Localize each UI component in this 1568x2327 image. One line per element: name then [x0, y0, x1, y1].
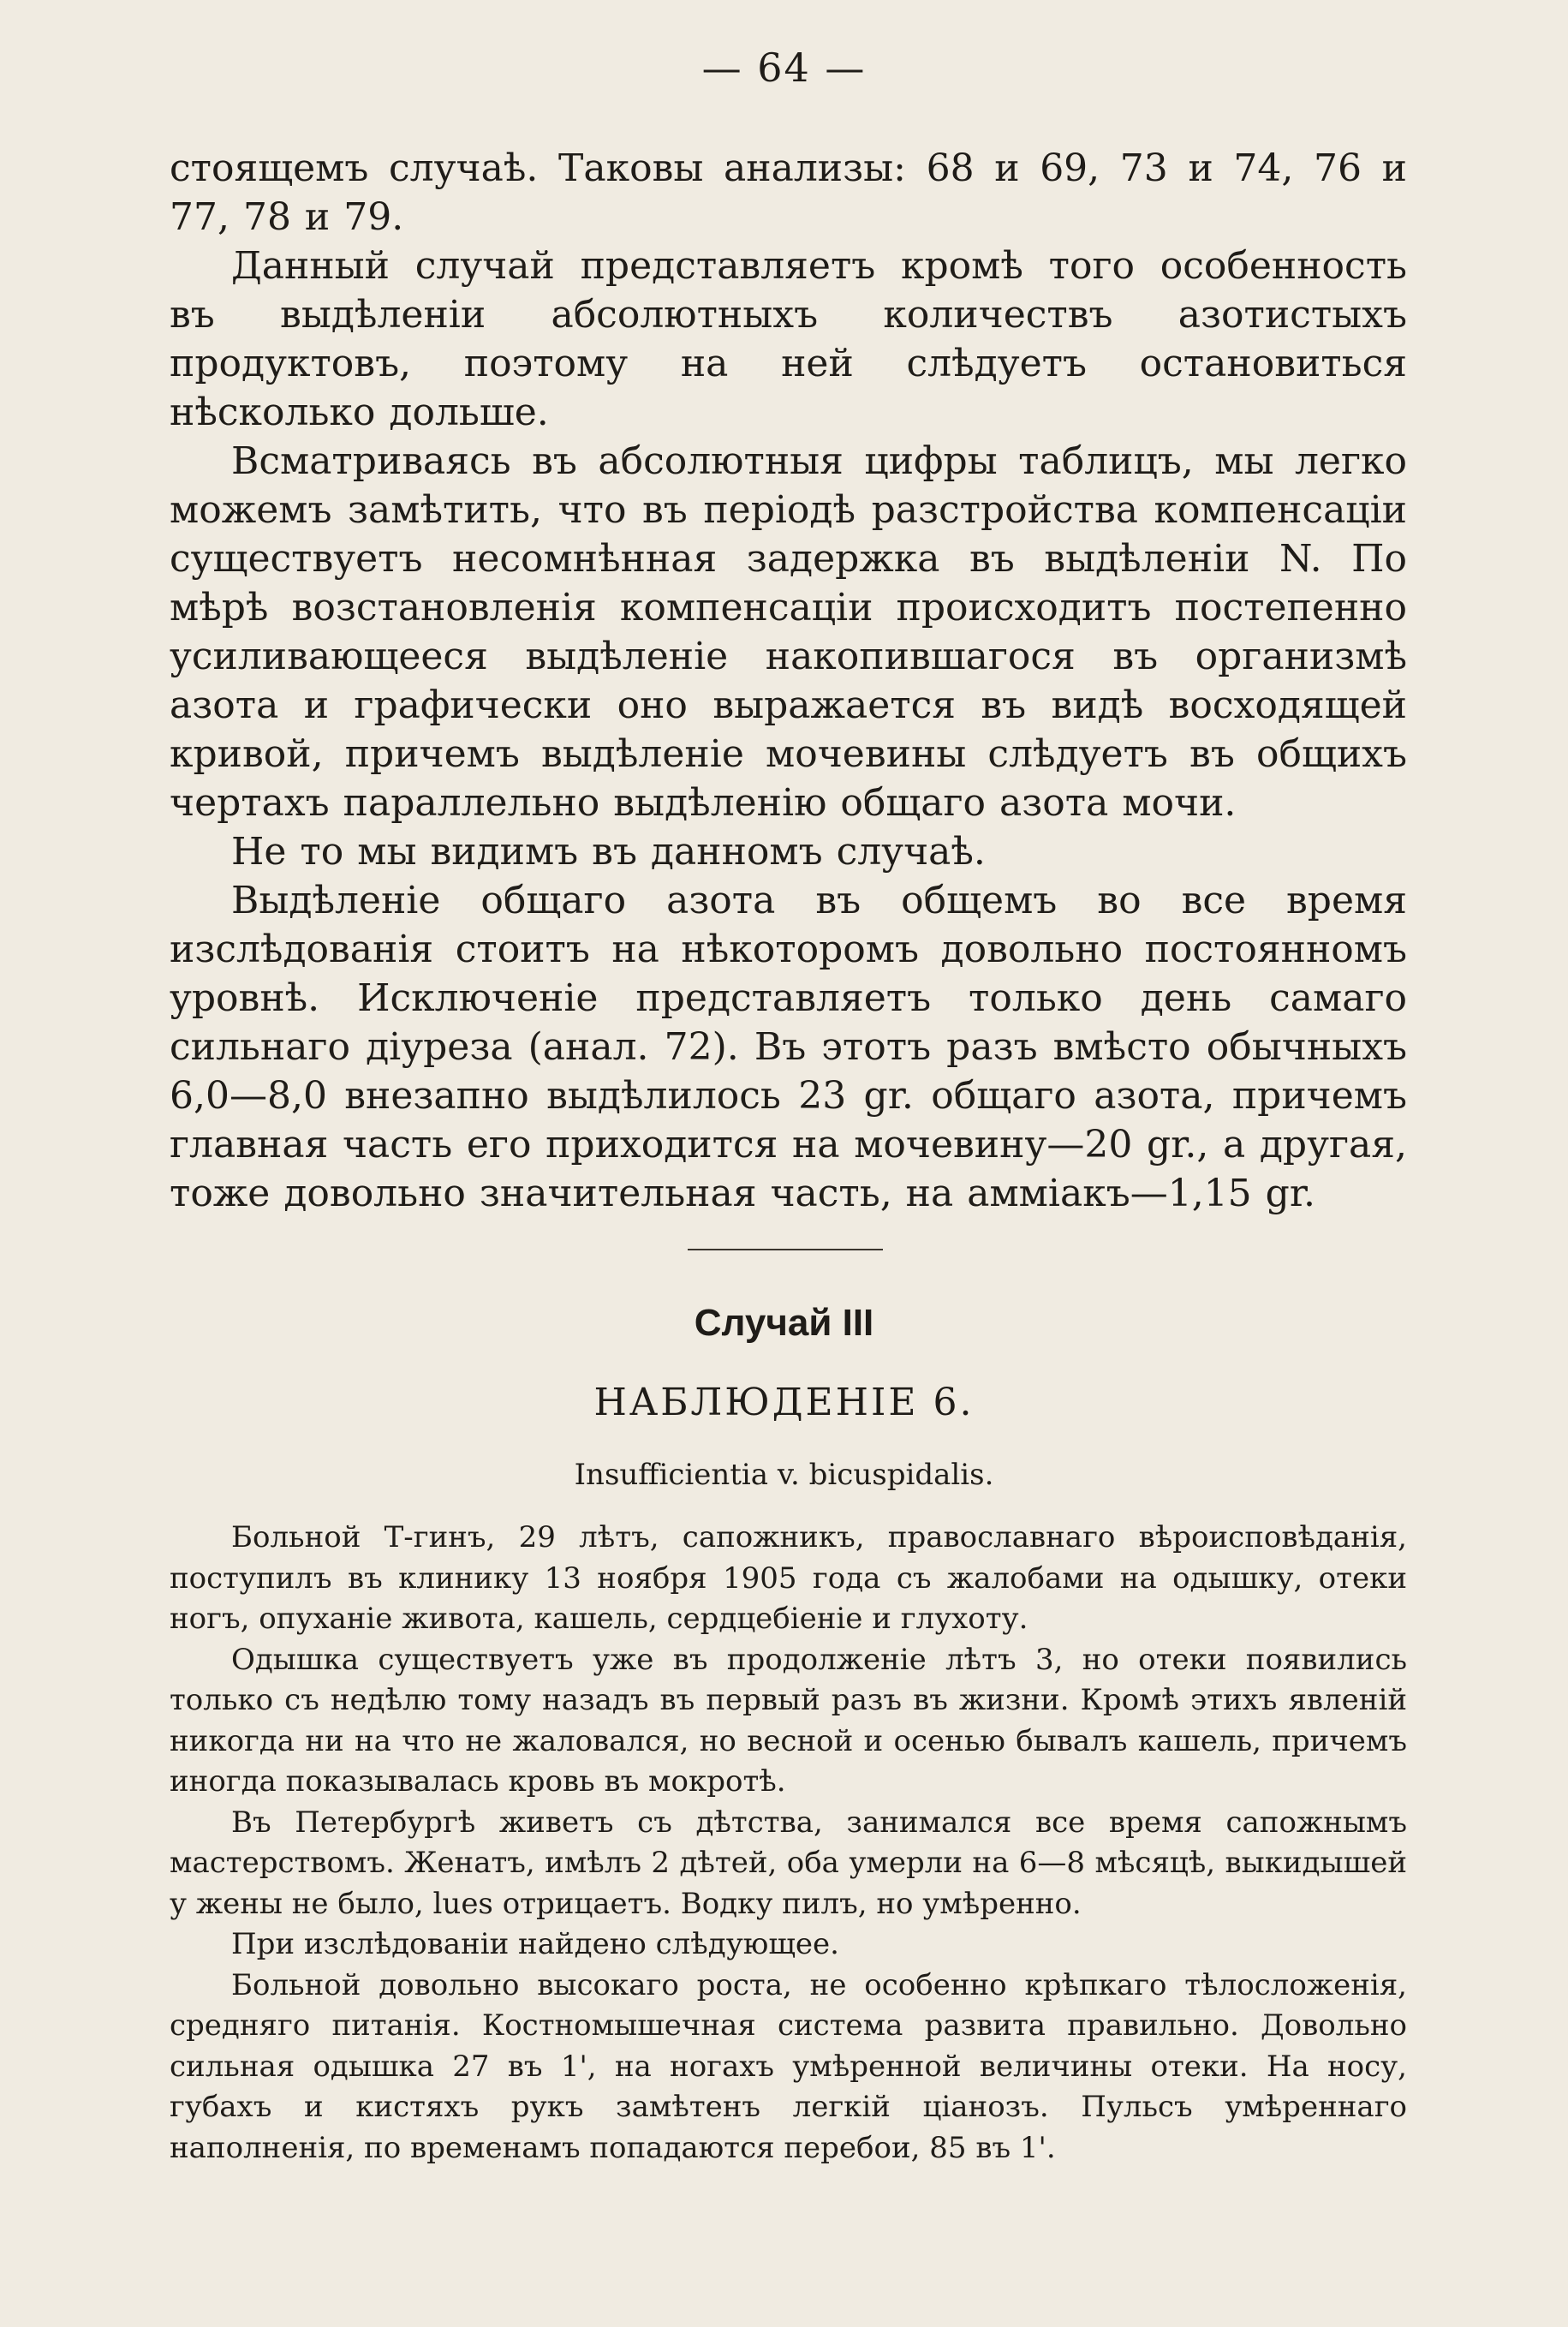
section-divider [688, 1249, 883, 1250]
case-history-block [170, 1518, 1407, 2169]
diagnosis-subtitle: Insufficientia v. bicuspidalis. [574, 1458, 994, 1492]
main-text-block [170, 144, 1407, 1218]
paragraph: Данный случай представляетъ кромѣ того особенность въ выдѣленіи абсолютныхъ количествъ азотистыхъ продуктовъ, поэтому на ней слѣдуетъ остановиться нѣсколько дольше. [170, 244, 1407, 434]
paragraph: Выдѣленіе общаго азота въ общемъ во все время изслѣдованія стоитъ на нѣкоторомъ довольно постоянномъ уровнѣ. Исключеніе представляетъ только день самаго сильнаго діуреза (анал. 72). Въ этотъ разъ вмѣсто обычныхъ 6,0—8,0 внезапно выдѣлилось 23 gr. общаго азота, причемъ главная часть его приходится на мочевину—20 gr., а другая, тоже довольно значительная часть, на амміакъ—1,15 gr. [170, 879, 1407, 1215]
paragraph: Больной Т-гинъ, 29 лѣтъ, сапожникъ, православнаго вѣроисповѣданія, поступилъ въ клинику 13 ноября 1905 года съ жалобами на одышку, отеки ногъ, опуханіе живота, кашель, сердцебіеніе и глухоту. [170, 1520, 1407, 1636]
paragraph: стоящемъ случаѣ. Таковы анализы: 68 и 69, 73 и 74, 76 и 77, 78 и 79. [170, 146, 1407, 239]
paragraph: Больной довольно высокаго роста, не особенно крѣпкаго тѣлосложенія, средняго питанія. Костномышечная система развита правильно. Довольно сильная одышка 27 въ 1', на ногахъ умѣренной величины отеки. На носу, губахъ и кистяхъ рукъ замѣтенъ легкій ціанозъ. Пульсъ умѣреннаго наполненія, по временамъ попадаются перебои, 85 въ 1'. [170, 1967, 1407, 2165]
paragraph: Одышка существуетъ уже въ продолженіе лѣтъ 3, но отеки появились только съ недѣлю тому назадъ въ первый разъ въ жизни. Кромѣ этихъ явленій никогда ни на что не жаловался, но весной и осенью бывалъ кашель, причемъ иногда показывалась кровь въ мокротѣ. [170, 1642, 1407, 1799]
paragraph: Всматриваясь въ абсолютныя цифры таблицъ, мы легко можемъ замѣтить, что въ періодѣ разстройства компенсаціи существуетъ несомнѣнная задержка въ выдѣленіи N. По мѣрѣ возстановленія компенсаціи происходитъ постепенно усиливающееся выдѣленіе накопившагося въ организмѣ азота и графически оно выражается въ видѣ восходящей кривой, причемъ выдѣленіе мочевины слѣдуетъ въ общихъ чертахъ параллельно выдѣленію общаго азота мочи. [170, 439, 1407, 825]
paragraph: Въ Петербургѣ живетъ съ дѣтства, занимался все время сапожнымъ мастерствомъ. Женатъ, имѣлъ 2 дѣтей, оба умерли на 6—8 мѣсяцѣ, выкидышей у жены не было, lues отрицаетъ. Водку пилъ, но умѣренно. [170, 1805, 1407, 1921]
paragraph: Не то мы видимъ въ данномъ случаѣ. [231, 830, 986, 874]
case-heading: Случай III [694, 1302, 874, 1344]
paragraph: При изслѣдованіи найдено слѣдующее. [231, 1927, 839, 1961]
page-number: — 64 — [701, 45, 867, 91]
observation-heading: НАБЛЮДЕНІЕ 6. [593, 1381, 975, 1424]
